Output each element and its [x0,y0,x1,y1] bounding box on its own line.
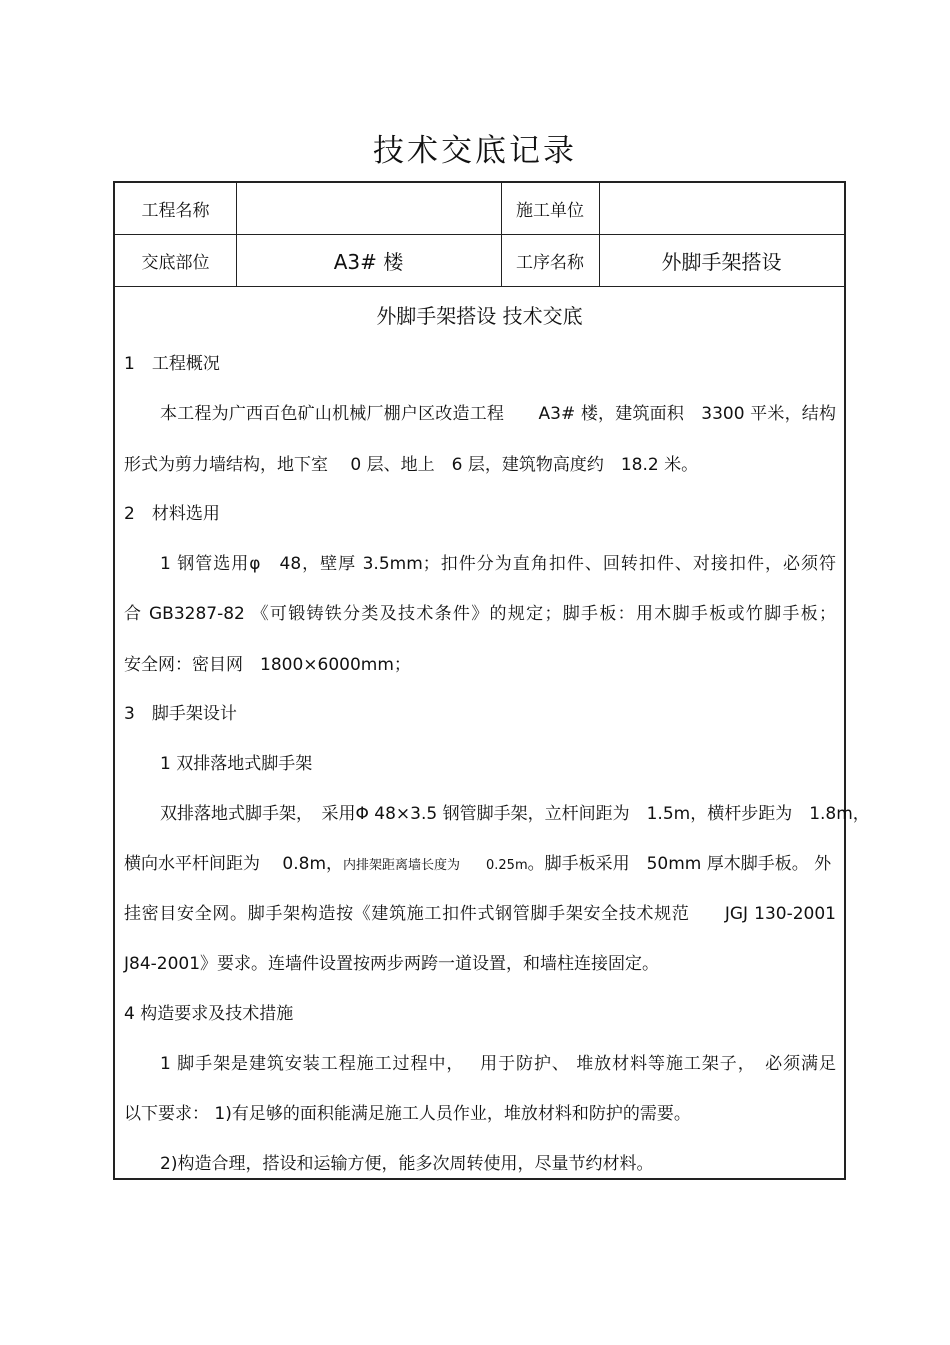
process-label: 工序名称 [516,252,584,273]
paragraph-line: 形式为剪力墙结构，地下室 0 层、地上 6 层，建筑物高度约 18.2 米。 [124,455,699,475]
paragraph-line: 1 钢管选用φ 48，壁厚 3.5mm；扣件分为直角扣件、回转扣件、对接扣件，必须符 [160,554,836,574]
paragraph-segment-small: 内排架距离墙长度为 0.25m [343,858,528,873]
paragraph-line: 双排落地式脚手架， 采用Φ 48×3.5 钢管脚手架，立杆间距为 1.5m，横杆步距为 1.8m， [160,804,870,824]
paragraph-segment: 横向水平杆间距为 0.8m， [124,854,343,874]
record-table [113,181,870,1180]
paragraph-line [124,849,836,874]
section-4-heading: 4 构造要求及技术措施 [124,1004,294,1024]
construction-unit-value [599,183,844,234]
location-value: A3# 楼 [333,249,404,274]
paragraph-line: 合 GB3287-82 《可锻铸铁分类及技术条件》的规定；脚手板：用木脚手板或竹脚手板； [124,604,836,624]
document-title: 技术交底记录 [373,133,577,169]
location-label: 交底部位 [141,252,210,273]
row-divider-2 [115,286,844,287]
section-1-heading: 1 工程概况 [124,354,220,374]
section-3-heading: 3 脚手架设计 [124,704,237,724]
paragraph-line: 1 脚手架是建筑安装工程施工过程中， 用于防护、 堆放材料等施工架子， 必须满足 [160,1054,836,1074]
section-2-heading: 2 材料选用 [124,504,220,524]
paragraph-segment: 。脚手板采用 50mm 厚木脚手板。 外 [527,854,832,874]
section-title: 外脚手架搭设 技术交底 [376,304,583,328]
paragraph-line: 以下要求： 1)有足够的面积能满足施工人员作业，堆放材料和防护的需要。 [124,1104,691,1124]
project-name-label: 工程名称 [141,201,210,221]
process-value: 外脚手架搭设 [661,249,782,274]
paragraph-line: 本工程为广西百色矿山机械厂棚户区改造工程 A3# 楼，建筑面积 3300 平米，结构 [160,404,836,424]
paragraph-line: 安全网：密目网 1800×6000mm； [124,655,411,675]
paragraph-line: J84-2001》要求。连墙件设置按两步两跨一道设置，和墙柱连接固定。 [124,954,660,974]
construction-unit-label: 施工单位 [516,201,584,221]
paragraph-line: 挂密目安全网。脚手架构造按《建筑施工扣件式钢管脚手架安全技术规范 JGJ 130-2001 [124,904,836,924]
subsection-heading: 1 双排落地式脚手架 [160,754,313,774]
paragraph-line: 2)构造合理，搭设和运输方便，能多次周转使用，尽量节约材料。 [160,1154,654,1174]
project-name-value [236,183,501,234]
